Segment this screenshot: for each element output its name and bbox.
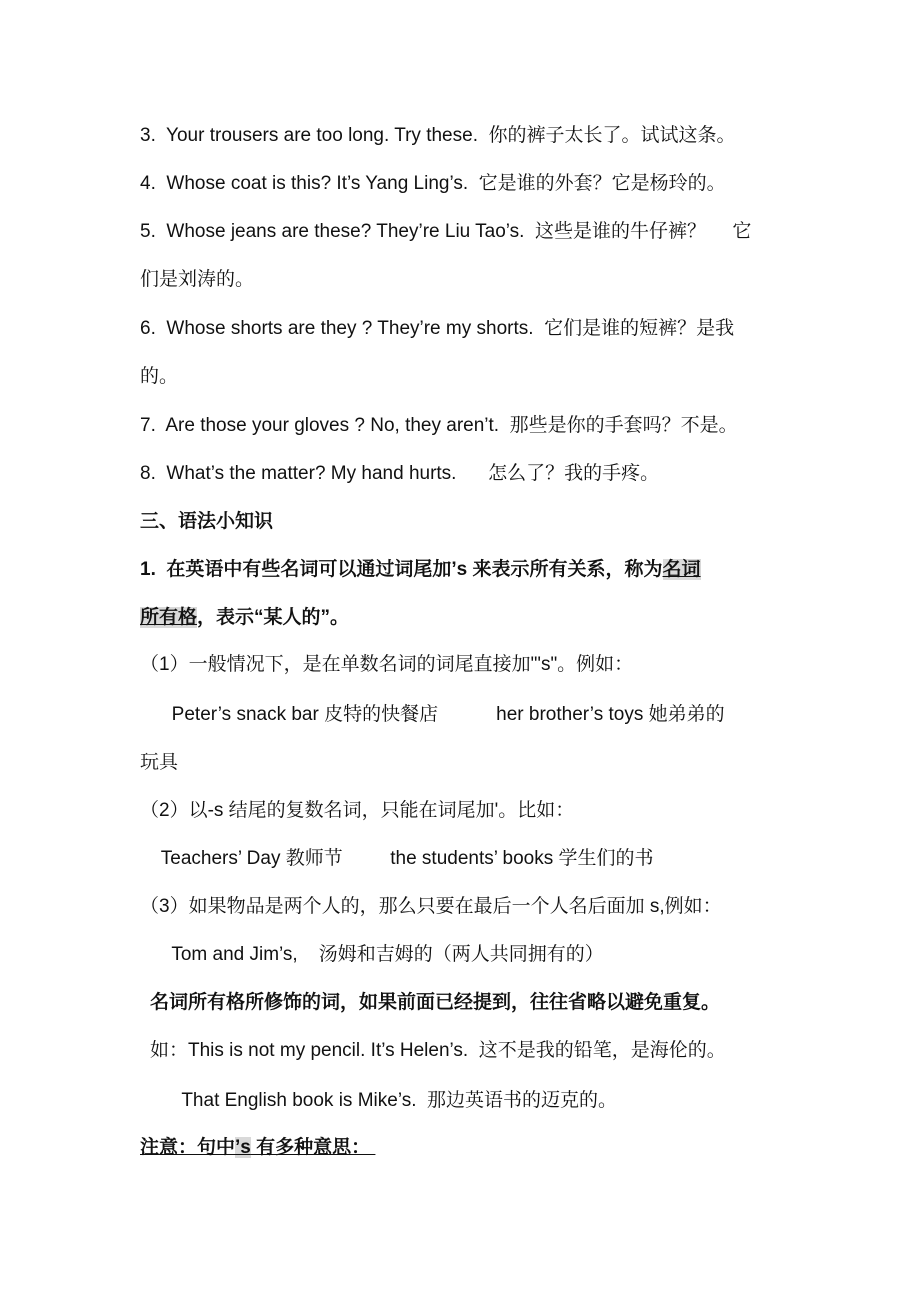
sentence-5: 5. Whose jeans are these? They’re Liu Tao’s. 这些是谁的牛仔裤？ 它 [140, 221, 752, 242]
rule-3-example: Tom and Jim’s, 汤姆和吉姆的（两人共同拥有的） [140, 944, 604, 965]
example-1: 如：This is not my pencil. It’s Helen’s. 这不是我的铅笔，是海伦的。 [150, 1040, 726, 1061]
sentence-5-cont: 们是刘涛的。 [140, 269, 255, 290]
text: 注意：句中 [140, 1137, 236, 1158]
section-title: 三、语法小知识 [140, 511, 274, 532]
highlight: 所有格 [140, 607, 198, 628]
rule-3: （3）如果物品是两个人的，那么只要在最后一个人名后面加 s,例如： [140, 896, 722, 917]
example-2: That English book is Mike’s. 那边英语书的迈克的。 [150, 1090, 618, 1111]
sentence-6: 6. Whose shorts are they ? They’re my shorts. 它们是谁的短裤？是我 [140, 318, 735, 339]
rule-1-example: Peter’s snack bar 皮特的快餐店 her brother’s toys 她弟弟的 [140, 704, 725, 725]
grammar-point-1 [140, 557, 701, 583]
sentence-3: 3. Your trousers are too long. Try these. 你的裤子太长了。试试这条。 [140, 125, 736, 146]
rule-2: （2）以-s 结尾的复数名词，只能在词尾加'。比如： [140, 800, 575, 821]
text: 1. 在英语中有些名词可以通过词尾加’s 来表示所有关系，称为 [140, 559, 663, 580]
rule-1-example-cont: 玩具 [140, 752, 179, 773]
sentence-4: 4. Whose coat is this? It’s Yang Ling’s. 它是谁的外套？它是杨玲的。 [140, 173, 726, 194]
grammar-point-1-cont [140, 605, 349, 631]
rule-2-example: Teachers’ Day 教师节 the students’ books 学生们的书 [140, 848, 654, 869]
text: 有多种意思： [250, 1137, 376, 1158]
sentence-8: 8. What’s the matter? My hand hurts. 怎么了？我的手疼。 [140, 463, 660, 484]
rule-1: （1）一般情况下，是在单数名词的词尾直接加"'s"。例如： [140, 654, 634, 675]
sentence-7: 7. Are those your gloves ? No, they aren’t. 那些是你的手套吗？不是。 [140, 415, 738, 436]
highlight: 名词 [662, 559, 701, 580]
omit-rule: 名词所有格所修饰的词，如果前面已经提到，往往省略以避免重复。 [150, 992, 721, 1013]
highlight: ’s [235, 1137, 251, 1158]
text: ，表示“某人的”。 [197, 607, 350, 628]
note [140, 1135, 375, 1161]
sentence-6-cont: 的。 [140, 366, 179, 387]
